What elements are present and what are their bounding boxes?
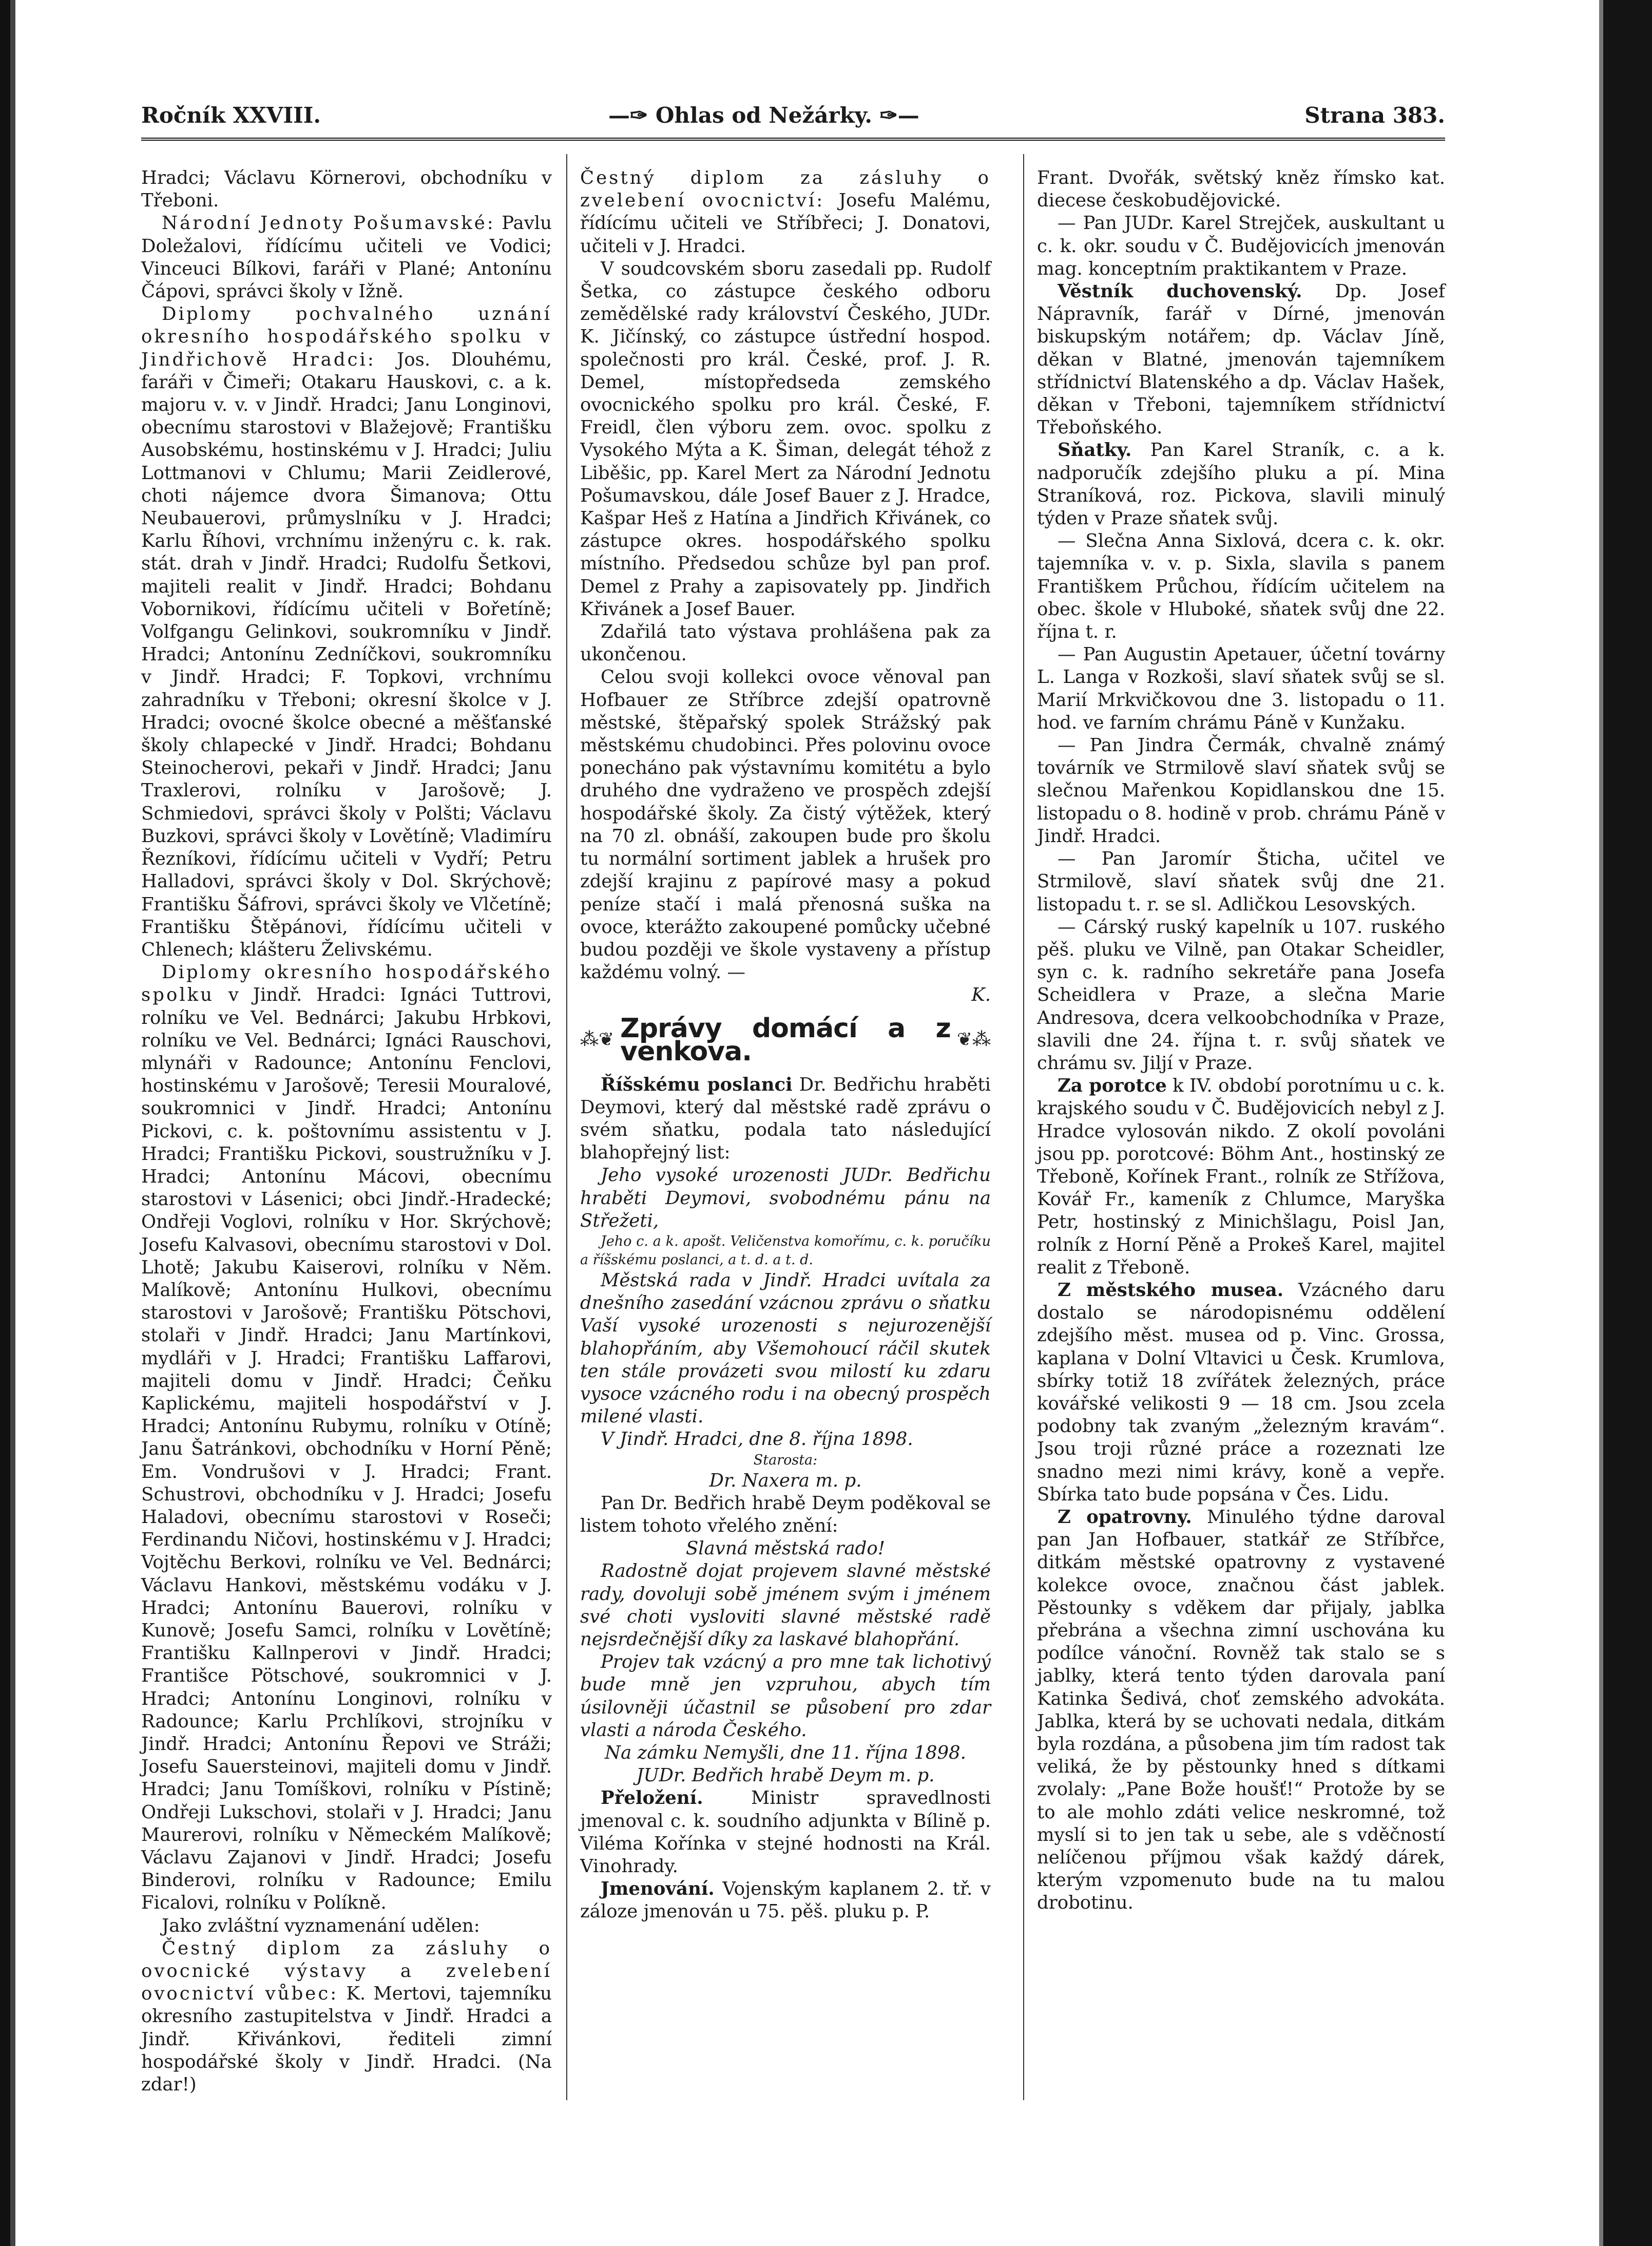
paragraph-text: v Jindř. Hradci: Ignáci Tuttrovi, rolníku ve Vel. Bednárci; Jakubu Hrbkovi, rolníku ve Vel. Bednárci; Ignáci Rauschovi, mlynáři v Radounce; Antonínu Fenclovi, hostinskému v Jarošově; Teresii Mouralové, soukromnici v Jindř. Hradci; Antonínu Pickovi, c. k. poštovnímu assistentu v J. Hradci; Františku Pickovi, soustružníku v J. Hradci; Antonínu Mácovi, obecnímu starostovi v Lásenici; obci Jindř.-Hradecké; Ondřeji Voglovi, rolníku v Hor. Skrýchově; Josefu Kalvasovi, obecnímu starostovi v Dol. Lhotě; Jakubu Kaiserovi, rolníku v Něm. Malíkově; Antonínu Hulkovi, obecnímu starostovi v Jarošově; Františku Pötschovi, stolaři v Jindř. Hradci; Janu Martínkovi, mydláři v J. Hradci; Františku Laffarovi, majiteli domu v Jindř. Hradci; Čeňku Kaplickému, majiteli hospodářství v J. Hradci; Antonínu Rubymu, rolníku v Otíně; Janu Šatránkovi, obchodníku v Horní Pěně; Em. Vondrušovi v J. Hradci; Frant. Schustrovi, obchodníku v J. Hradci; Josefu Haladovi, obecnímu starostovi v Roseči; Ferdinandu Ničovi, hostinskému v J. Hradci; Vojtěchu Berkovi, rolníku ve Vel. Bednárci; Václavu Hankovi, městskému vodáku v J. Hradci; Antonínu Bauerovi, rolníku v Kunově; Josefu Samci, rolníku v Lovětíně; Františku Kallnperovi v Jindř. Hradci; Františce Pötschové, soukromnici v J. Hradci; Antonínu Longinovi, rolníku v Radounce; Karlu Prchlíkovi, strojníku v Jindř. Hradci; Antonínu Řepovi ve Stráži; Josefu Sauersteinovi, majiteli domu v Jindř. Hradci; Janu Tomíškovi, rolníku v Pístině; Ondřeji Lukschovi, stolaři v J. Hradci; Janu Maurerovi, rolníku v Německém Malíkově; Václavu Zajanovi v Jindř. Hradci; Josefu Binderovi, rolníku v Radounce; Emilu Ficalovi, rolníku v Políkně. [141,984,552,1914]
paragraph: — Slečna Anna Sixlová, dcera c. k. okr. tajemníka v. v. p. Sixla, slavila s panem Františkem Průchou, řídícím učitelem na obec. škole v Hluboké, sňatek svůj dne 22. října t. r. [1037,530,1445,643]
paragraph-text: Pan Karel Straník, c. a k. nadporučík zdejšího pluku a pí. Mina Straníková, roz. Pickova, slavili minulý týden v Praze sňatek svůj. [1037,440,1445,529]
paragraph-text: K. Mertovi, tajemníku okresního zastupitelstva v Jindř. Hradci a Jindř. Křivánkovi, řediteli zimní hospodářské školy v Jindř. Hradci. (Na zdar!) [141,1983,552,2096]
item-heading: Za porotce [1058,1075,1167,1097]
paragraph [1037,280,1445,439]
paragraph [580,1787,991,1878]
letter-place-date: V Jindř. Hradci, dne 8. října 1898. [601,1429,913,1450]
section-lead: Národní Jednoty Pošumavské: [162,213,495,234]
paragraph [141,1937,552,2096]
paragraph-text: Dp. Josef Nápravník, farář v Dírné, jmenován biskupským notářem; dp. Václav Jíně, děkan v Blatné, jmenován tajemníkem střídnictví Blatenského a dp. Václav Hašek, děkan v Třeboni, tajemníkem střídnictví Třeboňského. [1037,281,1445,439]
item-heading: Jmenování. [601,1878,715,1900]
paragraph: Hradci; Václavu Körnerovi, obchodníku v Třeboni. [141,167,552,212]
paragraph-text: Pavlu Doležalovi, řídícímu učiteli ve Vodici; Vinceuci Bílkovi, faráři v Plané; Antonínu Čápovi, správci školy v Ižně. [141,213,552,302]
paragraph-text: Josefu Malému, řídícímu učiteli ve Stříbřeci; J. Donatovi, učiteli v J. Hradci. [580,190,991,257]
section-banner [580,1013,991,1067]
paragraph: Zdařilá tato výstava prohlášena pak za ukončenou. [580,621,991,665]
paragraph: — Cárský ruský kapelník u 107. ruského pěš. pluku ve Vilně, pan Otakar Scheidler, syn c. k. radního sekretáře pana Josefa Scheidlera v Praze, a slečna Marie Andresova, dcera velkoobchodníka v Praze, slavili dne 24. října t. r. svůj sňatek ve chrámu sv. Jiljí v Praze. [1037,916,1445,1074]
masthead-title: —✑ Ohlas od Nežárky. ✑— [608,103,919,128]
paragraph [1037,439,1445,530]
letter-signature: Dr. Naxera m. p. [709,1470,862,1491]
column-1 [141,167,552,2096]
letter-salutation: Slavná městská rado! [685,1538,886,1559]
binding-edge-right [1603,0,1652,2246]
paragraph-text: k IV. období porotnímu u c. k. krajského soudu v Č. Budějovicích nebyl z J. Hradce vylosován nikdo. Z okolí povoláni jsou pp. porotcové: Böhm Ant., hostinský ze Třeboně, Kořínek Frant., rolník ze Střížova, Kovář Fr., kameník z Chlumce, Maryška Petr, hostinský z Minichšlagu, Poisl Jan, rolník z Horní Pěně a Prokeš Karel, majitel realit z Třeboně. [1037,1075,1445,1278]
letter-signature: JUDr. Bedřich hrabě Deym m. p. [636,1765,935,1786]
paragraph [1037,1506,1445,1915]
column-3 [1037,167,1445,1915]
paragraph-text: Ministr spravedlnosti jmenoval c. k. soudního adjunkta v Bílině p. Viléma Kořínka v stejné hodnosti na Král. Vinohrady. [580,1787,991,1877]
paragraph: Jako zvláštní vyznamenání udělen: [162,1915,480,1936]
ornament-left-icon: ⁂❦ [580,1029,614,1051]
paragraph [1037,1075,1445,1279]
item-heading: Z opatrovny. [1058,1506,1192,1528]
item-heading: Věstník duchovenský. [1058,281,1302,302]
section-lead: Diplomy pochvalného uznání okresního hospodářského spolku v Jindřichově Hradci: [141,303,552,370]
paragraph: — Pan Augustin Apetauer, účetní továrny L. Langa v Rozkoši, slaví sňatek svůj se sl. Marií Mrkvičkovou dne 3. listopadu o 11. hod. ve farním chrámu Páně v Kunžaku. [1037,644,1445,733]
running-header [141,103,1445,134]
letter-body: Městská rada v Jindř. Hradci uvítala za dnešního zasedání vzácnou zprávu o sňatku Vaší vysoké urozenosti s nejurozenější blahopřáním, aby Všemohoucí ráčil skutek ten stále provázeti svou milostí ku zdaru vysoce vzácného rodu i na obecný prospěch milené vlasti. [580,1269,991,1427]
signature: K. [971,984,991,1006]
ornament-right-icon: ❦⁂ [956,1029,991,1051]
page-number: Strana 383. [1304,103,1445,128]
item-heading: Sňatky. [1058,440,1132,461]
paragraph [141,303,552,961]
paragraph: Pan Dr. Bedřich hrabě Deym poděkoval se listem tohoto vřelého znění: [580,1492,991,1536]
binding-shadow-left [10,0,15,2246]
letter-address: Jeho vysoké urozenosti JUDr. Bedřichu hraběti Deymovi, svobodnému pánu na Střežeti, [580,1165,991,1231]
binding-edge-left [0,0,10,2246]
letter-role: Starosta: [753,1452,818,1468]
column-2 [580,167,991,1924]
section-lead: Čestný diplom za zásluhy o ovocnické výstavy a zvelebení ovocnictví vůbec: [141,1937,552,2005]
paragraph-text: Jos. Dlouhému, faráři v Čimeři; Otakaru Hauskovi, c. a k. majoru v. v. v Jindř. Hradci; Janu Longinovi, obecnímu starostovi v Blažejově; Františku Ausobskému, hostinskému v J. Hradci; Juliu Lottmanovi v Chlumu; Marii Zeidlerové, choti nájemce dvora Šimanova; Ottu Neubauerovi, průmyslníku v J. Hradci; Karlu Říhovi, vrchnímu inženýru c. k. rak. stát. drah v Jindř. Hradci; Rudolfu Šetkovi, majiteli realit v Jindř. Hradci; Bohdanu Vobornikovi, řídícímu učiteli v Bořetíně; Volfgangu Gelinkovi, soukromníku v Jindř. Hradci; Antonínu Zedníčkovi, soukromníku v Jindř. Hradci; F. Topkovi, vrchnímu zahradníku v Třeboni; okresní školce v J. Hradci; ovocné školce obecné a měšťanské školy chlapecké v Jindř. Hradci; Bohdanu Steinocherovi, pekaři v Jindř. Hradci; Janu Traxlerovi, rolníku v Jarošově; J. Schmiedovi, správci školy v Polšti; Václavu Buzkovi, správci školy v Lovětíně; Vladimíru Řezníkovi, řídícímu učiteli v Vydří; Petru Halladovi, správci školy v Dol. Skrýchově; Františku Šáfrovi, správci školy ve Vlčetíně; Františku Štěpánovi, řídícímu učiteli v Chlenech; klášteru Želivskému. [141,349,552,960]
paragraph: Celou svoji kollekci ovoce věnoval pan Hofbauer ze Stříbrce zdejší opatrovně městské, štěpařský spolek Strážský pak městskému chudobinci. Přes polovinu ovoce ponecháno pak výstavnímu komitétu a bylo druhého dne vydraženo ve prospěch zdejší hospodářské školy. Za čistý výtěžek, který na 70 zl. obnáší, zakoupen bude pro školu tu normální sortiment jablek a hrušek pro zdejší krajinu z papírové masy a pokud peníze stačí i malá přenosná suška na ovoce, kterážto zakoupené pomůcky učebné budou později ve škole vystaveny a přístup každému volný. — [580,667,991,983]
item-heading: Z městského musea. [1058,1279,1284,1301]
paragraph [141,212,552,303]
item-heading: Přeložení. [601,1787,703,1809]
paragraph: — Pan JUDr. Karel Strejček, auskultant u c. k. okr. soudu v Č. Budějovicích jmenován mag. konceptním praktikantem v Praze. [1037,213,1445,279]
paragraph: V soudcovském sboru zasedali pp. Rudolf Šetka, co zástupce českého odboru zemědělské rady království Českého, JUDr. K. Jičínský, co zástupce ústřední hospod. společnosti pro král. České, prof. J. R. Demel, místopředseda zemského ovocnického spolku pro král. České, F. Freidl, člen výboru zem. ovoc. spolku z Vysokého Mýta a K. Šiman, delegát téhož z Liběšic, pp. Karel Mert za Národní Jednotu Pošumavskou, dále Josef Bauer z J. Hradce, Kašpar Heš z Hatína a Jindřich Křivánek, co zástupce okres. hospodářského spolku místního. Předsedou schůze byl pan prof. Demel z Prahy a zapisovately pp. Jindřich Křivánek a Josef Bauer. [580,258,991,620]
paragraph [141,961,552,1915]
paragraph: Frant. Dvořák, světský kněz římsko kat. diecese českobudějovické. [1037,167,1445,212]
letter-body: Radostně dojat projevem slavné městské rady, dovoluji sobě jménem svým i jménem své choti vysloviti slavné městské radě nejsrdečnější díky za laskavé blahopřání. [580,1560,991,1650]
header-rule [141,138,1445,141]
letter-body: Projev tak vzácný a pro mne tak lichotivý bude mně jen vzpruhou, abych tím úsilovněji účastnil se působení pro zdar vlasti a národa Českého. [580,1651,991,1741]
paragraph [1037,1279,1445,1506]
paragraph-text: Vzácného daru dostalo se národopisnému oddělení zdejšího měst. musea od p. Vinc. Grossa, kaplana v Dolní Vltavici u Česk. Krumlova, sbírky totiž 18 zvířátek železných, práce kovářské velikosti 9 — 18 cm. Jsou zcela podobny tak zvaným „železným kravám“. Jsou troji různé práce a rozeznati lze snadno mezi nimi krávy, koně a vepře. Sbírka tato bude popsána v Čes. Lidu. [1037,1279,1445,1505]
letter-address-titles: Jeho c. a k. apošt. Veličenstva komořímu, c. k. poručíku a říšskému poslanci, a t. d. a t. d. [580,1233,991,1268]
paragraph [580,1074,991,1165]
volume-label: Ročník XXVIII. [141,103,321,128]
section-lead: Čestný diplom za zásluhy o zvelebení ovocnictví: [580,167,991,212]
paragraph-text: Dr. Bedřichu hraběti Deymovi, který dal městské radě zprávu o svém sňatku, podala tato následující blahopřejný list: [580,1074,991,1164]
letter-place-date: Na zámku Nemyšli, dne 11. října 1898. [605,1742,966,1763]
column-rule [1023,154,1024,2100]
item-heading: Říšskému poslanci [601,1074,793,1095]
section-title: Zprávy domácí a z venkova. [620,1013,951,1067]
newspaper-page [141,103,1458,2208]
paragraph-text: Vojenským kaplanem 2. tř. v záloze jmenován u 75. pěš. pluku p. P. [580,1878,991,1923]
column-rule [566,154,567,2100]
section-lead: Diplomy okresního hospodářského spolku [141,962,552,1006]
paragraph: — Pan Jaromír Šticha, učitel ve Strmilově, slaví sňatek svůj dne 21. listopadu t. r. se sl. Adličkou Lesovských. [1037,848,1445,915]
paragraph [580,1878,991,1923]
paragraph: — Pan Jindra Čermák, chvalně známý továrník ve Strmilově slaví sňatek svůj se slečnou Mařenkou Kopidlanskou dne 15. listopadu o 8. hodině v prob. chrámu Páně v Jindř. Hradci. [1037,735,1445,847]
binding-shadow-right [1599,0,1603,2246]
paragraph [580,167,991,258]
paragraph-text: Minulého týdne daroval pan Jan Hofbauer, statkář ze Stříbřce, ditkám městské opatrovny z vystavené kolekce ovoce, značnou část jablek. Pěstounky s vděkem dar přijaly, jablka přebrána a všechna zimní uschována ku podílce vánoční. Rovněž tak stalo se s jablky, která tento týden darovala paní Katinka Šedivá, choť zemského advokáta. Jablka, která by se uchovati nedala, ditkám byla rozdána, a působena jim tím radost tak veliká, že by pěstounky hned s dítkami zvolaly: „Pane Bože houšť!“ Protože by se to ale mohlo zdáti velice neskromné, tož myslí si to jen tak u sebe, ale s vděčností nelíčenou příjmou však každý dárek, kterým vzpomenuto bude na tu malou drobotinu. [1037,1506,1445,1914]
